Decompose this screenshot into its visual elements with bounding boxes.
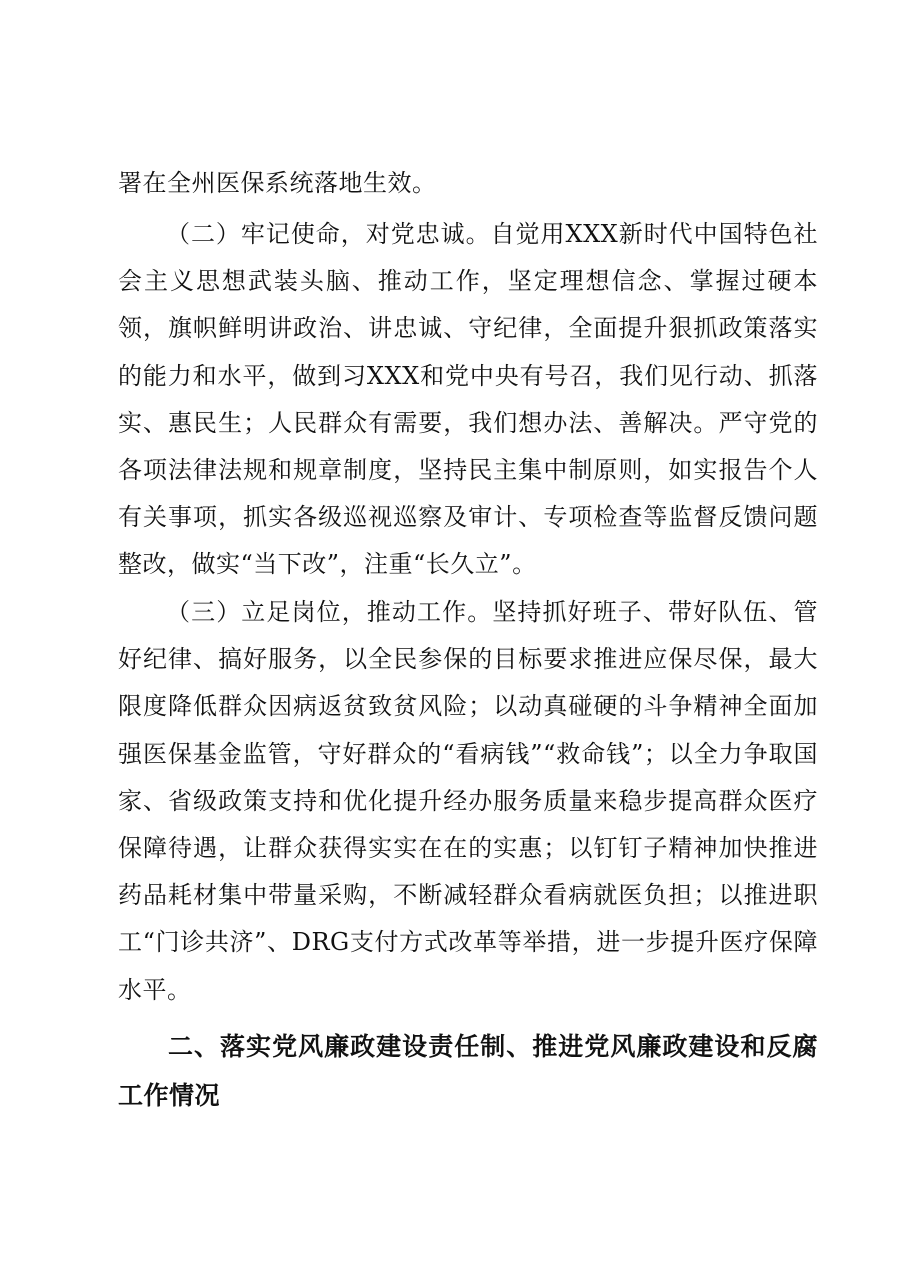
- section-3-lead: （三）立足岗位，推动工作。: [166, 598, 493, 626]
- section-3-body: 坚持抓好班子、带好队伍、管好纪律、搞好服务，以全民参保的目标要求推进应保尽保，最大限度降低群众因病返贫致贫风险；以动真碰硬的斗争精神全面加强医保基金监管，守好群众的“看病钱”“救命钱”；以全力争取国家、省级政策支持和优化提升经办服务质量来稳步提高群众医疗保障待遇，让群众获得实实在在的实惠；以钉钉子精神加快推进药品耗材集中带量采购，不断减轻群众看病就医负担；以推进职工“门诊共济”、DRG支付方式改革等举措，进一步提升医疗保障水平。: [118, 598, 819, 1004]
- continuation-paragraph: [118, 160, 818, 207]
- paragraph-section-2: [118, 211, 818, 589]
- paragraph-section-3: [118, 589, 818, 1014]
- section-2-body: 自觉用XXX新时代中国特色社会主义思想武装头脑、推动工作，坚定理想信念、掌握过硬本领，旗帜鲜明讲政治、讲忠诚、守纪律，全面提升狠抓政策落实的能力和水平，做到习XXX和党中央有号召，我们见行动、抓落实、惠民生；人民群众有需要，我们想办法、善解决。严守党的各项法律法规和规章制度，坚持民主集中制原则，如实报告个人有关事项，抓实各级巡视巡察及审计、专项检查等监督反馈问题整改，做实“当下改”，注重“长久立”。: [118, 220, 818, 579]
- heading-section-two: 二、落实党风廉政建设责任制、推进党风廉政建设和反腐工作情况: [118, 1032, 818, 1110]
- continuation-text: 署在全州医保系统落地生效。: [118, 169, 437, 197]
- section-2-lead: （二）牢记使命，对党忠诚。: [166, 220, 491, 248]
